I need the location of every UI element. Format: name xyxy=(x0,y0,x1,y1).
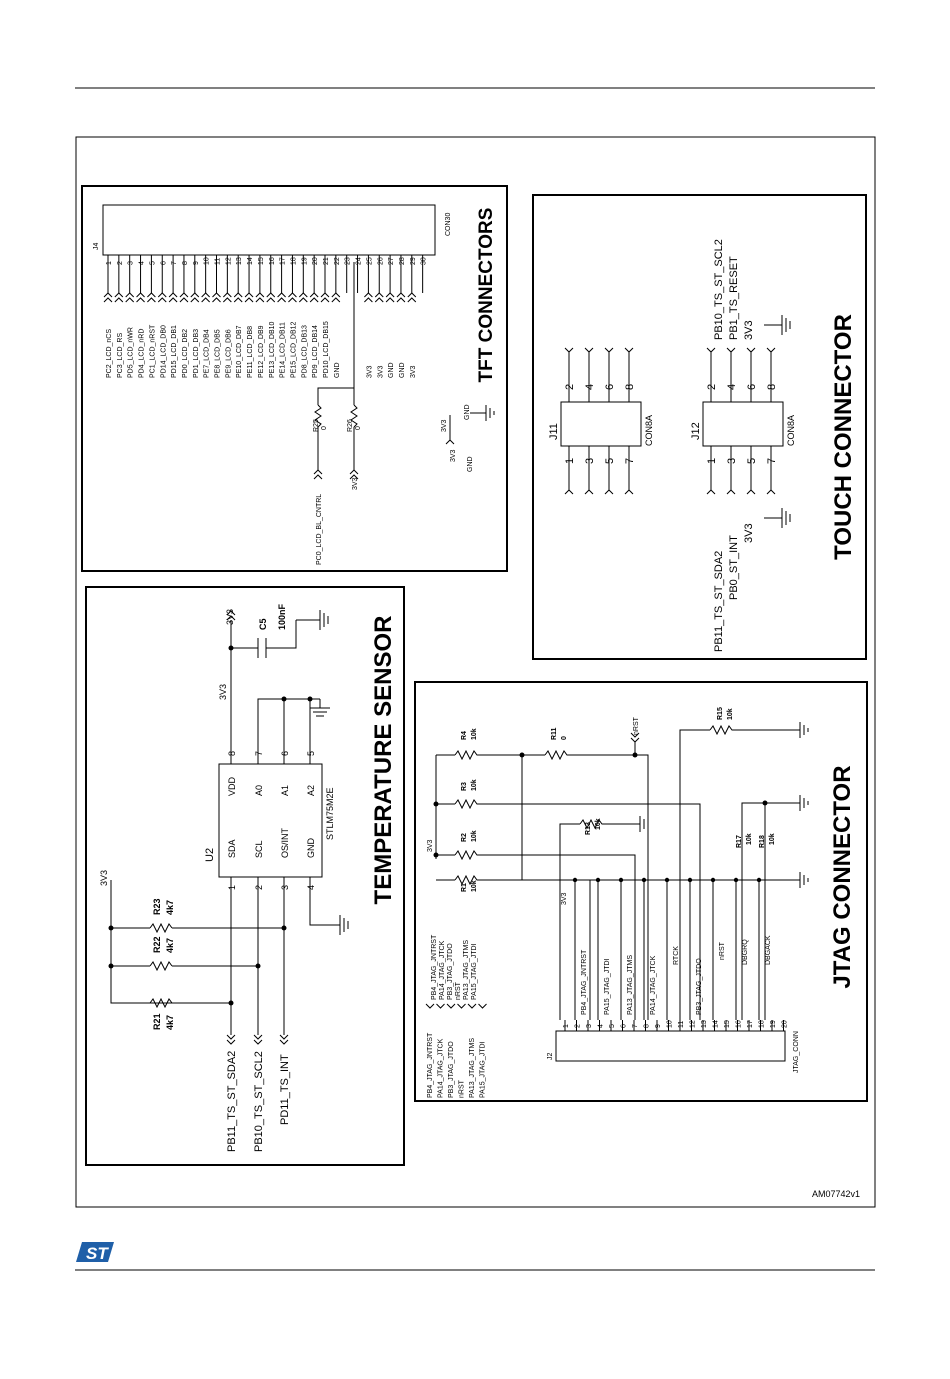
j4-net-label: PE7_LCD_DB4 xyxy=(203,329,211,378)
j12-part: CON8A xyxy=(786,414,796,446)
temp-net-scl2: PB10_TS_ST_SCL2 xyxy=(253,1051,265,1152)
j4-port-arrow xyxy=(137,293,145,302)
touch-port-arrow xyxy=(585,490,593,494)
touch-net-sda2: PB11_TS_ST_SDA2 xyxy=(713,550,725,652)
r21-val: 4k7 xyxy=(165,1014,175,1030)
jtag-input-net: PB4_JTAG_JNTRST xyxy=(431,934,438,1000)
jtag-port-arrow xyxy=(468,1004,476,1008)
r17-val: 10k xyxy=(746,833,753,845)
j4-port-arrow xyxy=(321,293,329,302)
j4-net-label: PC1_LCD_nRST xyxy=(149,324,157,378)
u2-pin-number: 8 xyxy=(227,750,237,756)
touch-port-arrow xyxy=(707,490,715,494)
j2-pin-number: 17 xyxy=(747,1020,754,1028)
j4-net-label: PE8_LCD_DB5 xyxy=(214,329,222,378)
j2-pin-number: 16 xyxy=(735,1020,743,1028)
j4-pin-number: 18 xyxy=(290,257,298,265)
j4-net-label: PE14_LCD_DB11 xyxy=(279,322,287,378)
jtag-port-net: PA14_JTAG_JTCK xyxy=(437,1038,445,1098)
j4-net-label: PE11_LCD_DB8 xyxy=(247,325,255,378)
j4-pin-number: 25 xyxy=(366,257,374,265)
r13-val: 10k xyxy=(595,818,602,830)
r3-val: 10k xyxy=(471,779,478,791)
j4-port-arrow xyxy=(213,293,221,302)
j4-net-label: PD15_LCD_DB1 xyxy=(171,325,179,378)
jtag-port-arrow xyxy=(447,1004,455,1008)
j4-pin-number: 17 xyxy=(279,257,287,265)
j4-port-arrow xyxy=(386,293,394,302)
j2-pin-number: 7 xyxy=(632,1024,639,1028)
j4-ref: J4 xyxy=(93,242,100,250)
jtag-port-net: PB3_JTAG_JTDO xyxy=(448,1041,455,1098)
r15-ref: R15 xyxy=(717,707,724,720)
c5-ref: C5 xyxy=(258,618,268,630)
j2-pin-number: 18 xyxy=(758,1020,766,1028)
j4-pin-number: 3 xyxy=(127,261,135,265)
touch-pin-right: 4 xyxy=(726,383,738,390)
j2-net-label: PA15_JTAG_JTDI xyxy=(604,958,611,1015)
touch-port-arrow xyxy=(565,348,573,352)
u2-pin-name: SCL xyxy=(254,840,264,858)
j4-pin-number: 4 xyxy=(138,261,146,265)
j4-pin-number: 21 xyxy=(323,257,330,265)
j4-pin-number: 10 xyxy=(203,257,211,265)
j4-pin-number: 30 xyxy=(420,257,428,265)
j12-ref: J12 xyxy=(690,422,702,440)
j4-port-arrow xyxy=(115,293,123,302)
j4-pins xyxy=(104,255,428,378)
touch-port-arrow xyxy=(767,348,775,352)
j4-port-arrow xyxy=(202,293,210,302)
j4-net-label: GND xyxy=(333,362,341,378)
j2-pin-number: 19 xyxy=(770,1020,777,1028)
touch-port-arrow xyxy=(605,490,613,494)
touch-net-reset: PB1_TS_RESET xyxy=(728,256,740,340)
j2-pin-number: 1 xyxy=(563,1024,570,1028)
j4-net-label: PE15_LCD_DB12 xyxy=(290,321,298,378)
j4-pin-number: 6 xyxy=(160,261,168,265)
j2-pin-number: 20 xyxy=(781,1020,789,1028)
j4-net-label: PD0_LCD_DB2 xyxy=(181,328,189,378)
touch-net-scl2: PB10_TS_ST_SCL2 xyxy=(713,239,725,340)
j4-pin-number: 15 xyxy=(257,257,265,265)
jtag-port-arrow xyxy=(426,1004,434,1008)
jtag-port-net: PB4_JTAG_JNTRST xyxy=(427,1032,434,1098)
touch-pin-right: 8 xyxy=(624,383,636,390)
st-logo xyxy=(76,1242,114,1263)
touch-port-arrow xyxy=(747,348,755,352)
j4-port-arrow xyxy=(408,293,416,302)
j4-port-arrow xyxy=(245,293,253,302)
c5-val: 100nF xyxy=(277,603,287,630)
touch-port-arrow xyxy=(767,490,775,494)
r25-ref: R25 xyxy=(313,419,320,432)
touch-j12 xyxy=(690,239,796,652)
j4-pin-number: 23 xyxy=(344,257,352,265)
r23-val: 4k7 xyxy=(165,899,175,915)
j4-port-arrow xyxy=(234,293,242,302)
j2-body xyxy=(556,1031,785,1061)
r2-val: 10k xyxy=(471,830,478,842)
pullup-3v3: 3V3 xyxy=(99,869,109,886)
j2-pin-number: 6 xyxy=(620,1024,628,1028)
u2-pin-number: 6 xyxy=(280,750,290,756)
jtag-pin1-3v3: 3V3 xyxy=(561,892,568,905)
j4-net-label: PD8_LCD_DB13 xyxy=(301,325,309,378)
j4-net-label: 3V3 xyxy=(377,365,385,378)
jtag-input-net: PA13_JTAG_JTMS xyxy=(463,939,470,1000)
r2-ref: R2 xyxy=(461,833,468,842)
j4-pin-number: 24 xyxy=(355,257,363,265)
u2-pin-name: A1 xyxy=(280,784,290,796)
j4-pin-number: 13 xyxy=(236,257,244,265)
j4-pin-number: 20 xyxy=(312,257,320,265)
j4-port-arrow xyxy=(147,293,155,302)
j2-part: JTAG_CONN xyxy=(793,1031,800,1073)
touch-port-arrow xyxy=(727,490,735,494)
touch-port-arrow xyxy=(605,348,613,352)
j2-pin-number: 11 xyxy=(678,1020,685,1028)
j4-pin-number: 8 xyxy=(181,261,189,265)
temp-sensor-u2 xyxy=(99,603,348,1152)
bl-port-arrow xyxy=(314,470,322,479)
j4-pin-number: 29 xyxy=(409,257,417,265)
r11-ref: R11 xyxy=(551,727,558,740)
j4-net-label: PC2_LCD_nCS xyxy=(106,328,113,378)
tft-3v3-sym: 3V3 xyxy=(441,419,448,432)
jtag-port-net: PA15_JTAG_JTDI xyxy=(479,1041,487,1098)
u2-pin-number: 1 xyxy=(227,884,237,890)
r1-ref: R1 xyxy=(461,883,468,892)
j4-net-label: GND xyxy=(388,362,396,378)
j4-port-arrow xyxy=(104,293,112,302)
j4-port-arrow xyxy=(288,293,296,302)
touch-pin-right: 2 xyxy=(706,383,718,390)
j4-pin-number: 2 xyxy=(116,261,124,265)
j4-port-arrow xyxy=(180,293,188,302)
touch-net-3v3-left: 3V3 xyxy=(743,523,755,543)
r15-val: 10k xyxy=(727,708,734,720)
st-logo-text: ST xyxy=(86,1244,108,1263)
r22-ref: R22 xyxy=(152,936,162,953)
j4-pin-number: 9 xyxy=(192,261,200,265)
j4-port-arrow xyxy=(278,293,286,302)
r26-ref: R26 xyxy=(347,419,354,432)
touch-pin-left: 3 xyxy=(584,457,596,464)
j4-net-label: PD4_LCD_nRD xyxy=(138,328,146,378)
touch-port-arrow xyxy=(727,348,735,352)
jtag-r-3v3: 3V3 xyxy=(427,839,434,852)
r1-val: 10k xyxy=(471,880,478,892)
j2-pin-number: 10 xyxy=(666,1020,674,1028)
jtag-port-net: nRST xyxy=(458,1080,466,1098)
touch-port-arrow xyxy=(565,490,573,494)
u2-part: STLM75M2E xyxy=(325,787,335,840)
touch-j11 xyxy=(548,348,654,494)
jtag-port-arrow xyxy=(479,1004,487,1008)
tft-connector-j4 xyxy=(93,205,452,378)
j4-port-arrow xyxy=(299,293,307,302)
u2-ref: U2 xyxy=(204,847,216,862)
touch-port-arrow xyxy=(625,490,633,494)
tft-title: TFT CONNECTORS xyxy=(476,207,497,383)
touch-net-st-int: PB0_ST_INT xyxy=(728,535,740,600)
j2-pin-number: 9 xyxy=(655,1024,662,1028)
jtag-input-net: nRST xyxy=(455,982,462,1000)
j2-net-label: DBGRQ xyxy=(742,939,749,965)
j4-pin-number: 28 xyxy=(398,257,406,265)
j4-port-arrow xyxy=(332,293,340,302)
j4-net-label: PE13_LCD_DB10 xyxy=(268,321,276,378)
j4-net-label: PC3_LCD_RS xyxy=(116,332,124,378)
j2-pin-number: 5 xyxy=(609,1024,616,1028)
touch-port-arrow xyxy=(585,348,593,352)
touch-pin-left: 7 xyxy=(766,457,778,464)
j4-net-label: PD5_LCD_nWR xyxy=(127,327,135,378)
j4-part: CON30 xyxy=(445,212,452,236)
r4-val: 10k xyxy=(471,728,478,740)
figure-id: AM07742v1 xyxy=(811,1189,860,1199)
j4-net-label: PE12_LCD_DB9 xyxy=(257,325,265,378)
j4-port-arrow xyxy=(364,293,372,302)
j2-pin-number: 4 xyxy=(597,1024,605,1028)
touch-pin-right: 6 xyxy=(604,383,616,390)
r22-val: 4k7 xyxy=(165,937,175,953)
r26-val: 0 xyxy=(355,426,362,430)
j4-pin-number: 19 xyxy=(301,257,309,265)
j2-pin-number: 14 xyxy=(712,1020,720,1028)
j2-net-label: RTCK xyxy=(673,946,680,965)
j2-net-label: DBGACK xyxy=(765,935,772,965)
r23-ref: R23 xyxy=(152,898,162,915)
j4-port-arrow xyxy=(223,293,231,302)
j4-port-arrow xyxy=(191,293,199,302)
touch-net-3v3-right: 3V3 xyxy=(743,320,755,340)
j4-net-label: PD1_LCD_DB3 xyxy=(192,328,200,378)
u2-pin-number: 3 xyxy=(280,884,290,890)
jtag-port-arrow xyxy=(458,1004,466,1008)
tft-gnd-sym: GND xyxy=(464,404,471,420)
j4-port-arrow xyxy=(169,293,177,302)
j4-port-arrow xyxy=(126,293,134,302)
j4-net-label: PD9_LCD_DB14 xyxy=(312,325,320,378)
jtag-input-net: PA15_JTAG_JTDI xyxy=(471,943,478,1000)
bl-net-label: PC0_LCD_BL_CNTRL xyxy=(316,493,323,565)
j2-ref: J2 xyxy=(547,1052,554,1060)
j4-pin-number: 14 xyxy=(247,257,255,265)
j11-ref: J11 xyxy=(548,423,560,440)
r17-ref: R17 xyxy=(736,835,743,848)
tft-3v3-label: 3V3 xyxy=(450,449,457,462)
touch-title: TOUCH CONNECTOR xyxy=(830,314,857,560)
u2-pin-name: A0 xyxy=(254,784,264,796)
j4-pin-number: 5 xyxy=(149,261,157,265)
j4-pin-number: 1 xyxy=(106,261,113,265)
j4-net-label: PE9_LCD_DB6 xyxy=(225,329,233,378)
touch-pin-right: 6 xyxy=(746,383,758,390)
touch-pin-left: 3 xyxy=(726,457,738,464)
tft-backlight-circuit xyxy=(313,262,494,565)
j4-pin-number: 7 xyxy=(171,261,179,265)
r18-val: 10k xyxy=(769,833,776,845)
j4-port-arrow xyxy=(267,293,275,302)
r25-val: 0 xyxy=(321,426,328,430)
bl-3v3-label: 3V3 xyxy=(352,477,359,490)
temp-title: TEMPERATURE SENSOR xyxy=(370,615,397,905)
r18-ref: R18 xyxy=(759,835,766,848)
j2-pin-number: 12 xyxy=(689,1020,697,1028)
j11-part: CON8A xyxy=(644,414,654,446)
u2-vdd-3v3: 3V3 xyxy=(218,683,228,700)
j2-net-label: PA13_JTAG_JTMS xyxy=(627,954,634,1015)
j2-pin-number: 8 xyxy=(643,1024,651,1028)
touch-pin-right: 8 xyxy=(766,383,778,390)
touch-port-arrow xyxy=(707,348,715,352)
temp-net-sda2: PB11_TS_ST_SDA2 xyxy=(226,1050,238,1152)
u2-pin-number: 2 xyxy=(254,884,264,890)
u2-pin-name: VDD xyxy=(227,776,237,796)
j4-port-arrow xyxy=(158,293,166,302)
touch-pin-left: 5 xyxy=(746,457,758,464)
j4-pin-number: 27 xyxy=(388,257,396,265)
r13-ref: R13 xyxy=(585,822,592,835)
j4-body xyxy=(103,205,435,255)
j4-net-label: PD10_LCD_DB15 xyxy=(323,321,330,378)
tft-gnd-label: GND xyxy=(467,456,474,472)
r3-ref: R3 xyxy=(461,782,468,791)
r4-ref: R4 xyxy=(461,731,468,740)
touch-port-arrow xyxy=(747,490,755,494)
jtag-port-net: PA13_JTAG_JTMS xyxy=(469,1037,476,1098)
touch-pin-left: 5 xyxy=(604,457,616,464)
jtag-title: JTAG CONNECTOR xyxy=(829,765,856,989)
j4-net-label: 3V3 xyxy=(366,365,374,378)
j4-port-arrow xyxy=(256,293,264,302)
j2-net-label: PB4_JTAG_JNTRST xyxy=(581,949,588,1015)
j2-pin-number: 15 xyxy=(724,1020,731,1028)
u2-pin-number: 5 xyxy=(306,750,316,756)
temp-3v3-port: 3V3 xyxy=(225,608,235,625)
touch-pin-right: 4 xyxy=(584,383,596,390)
j4-pin-number: 22 xyxy=(333,257,341,265)
j2-net-label: PB3_JTAG_JTDO xyxy=(696,958,703,1015)
j4-net-label: GND xyxy=(398,362,406,378)
j4-port-arrow xyxy=(310,293,318,302)
touch-pin-left: 1 xyxy=(706,457,718,464)
j2-pin-number: 2 xyxy=(574,1024,582,1028)
jtag-input-net: PB3_JTAG_JTDO xyxy=(447,943,454,1000)
r11-val: 0 xyxy=(561,736,568,740)
u2-pin-name: OS/INT xyxy=(280,827,290,858)
j4-net-label: PE10_LCD_DB7 xyxy=(236,325,244,378)
jtag-port-arrow xyxy=(437,1004,445,1008)
j4-port-arrow xyxy=(375,293,383,302)
j4-pin-number: 26 xyxy=(377,257,385,265)
touch-pin-left: 7 xyxy=(624,457,636,464)
jtag-input-net: PA14_JTAG_JTCK xyxy=(439,940,446,1000)
j4-pin-number: 12 xyxy=(225,257,233,265)
touch-pin-right: 2 xyxy=(564,383,576,390)
touch-pin-left: 1 xyxy=(564,457,576,464)
u2-pin-name: SDA xyxy=(227,839,237,858)
j4-pin-number: 11 xyxy=(214,257,222,265)
j4-pin-number: 16 xyxy=(268,257,276,265)
temp-section-box xyxy=(86,587,404,1165)
j4-port-arrow xyxy=(397,293,405,302)
jtag-nrst-port: nRST xyxy=(633,717,640,735)
temp-net-int: PD11_TS_INT xyxy=(279,1054,291,1125)
j2-pin-number: 3 xyxy=(586,1024,593,1028)
u2-pin-name: GND xyxy=(306,838,316,858)
u2-pin-number: 4 xyxy=(306,884,316,890)
touch-port-arrow xyxy=(625,348,633,352)
j2-net-label: nRST xyxy=(719,942,726,960)
j4-net-label: 3V3 xyxy=(409,365,417,378)
j2-pin-number: 13 xyxy=(701,1020,708,1028)
j2-net-label: PA14_JTAG_JTCK xyxy=(650,955,657,1015)
jtag-connector-j2 xyxy=(426,707,808,1098)
r21-ref: R21 xyxy=(152,1013,162,1030)
u2-pin-number: 7 xyxy=(254,750,264,756)
u2-pin-name: A2 xyxy=(306,784,316,796)
j4-net-label: PD14_LCD_DB0 xyxy=(160,325,168,378)
